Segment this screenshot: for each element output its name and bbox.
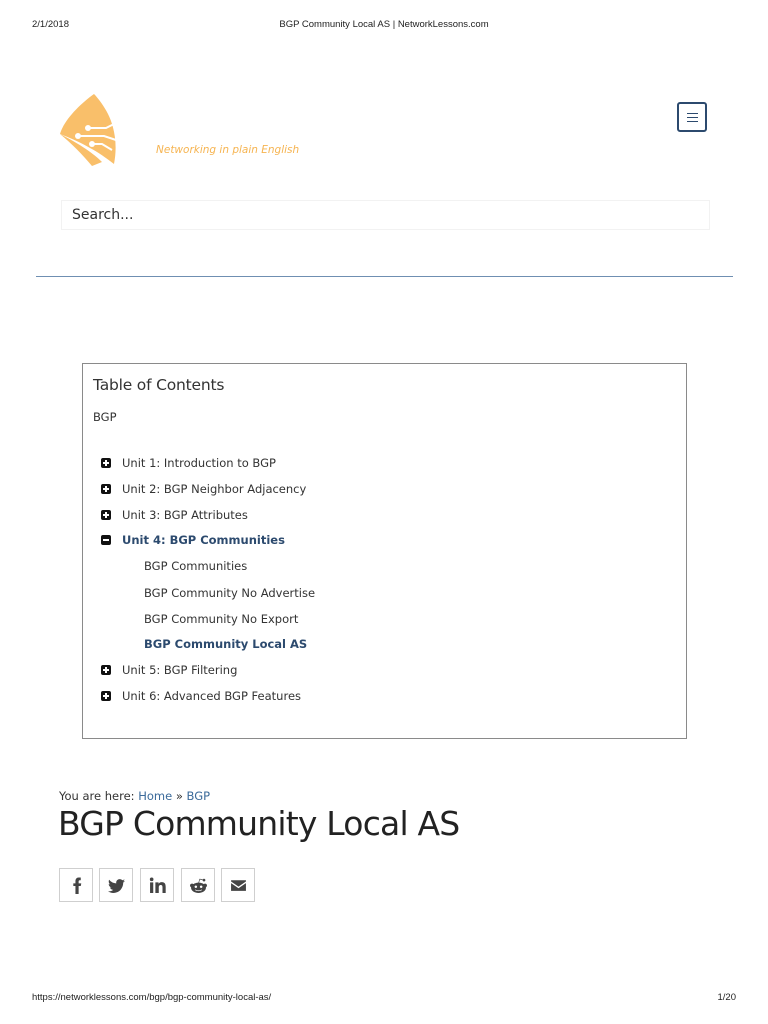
share-twitter-button[interactable] (99, 868, 133, 902)
breadcrumb-separator: » (175, 789, 183, 803)
toc-unit-6[interactable] (101, 688, 301, 704)
expand-plus-icon (101, 665, 111, 675)
breadcrumb-prefix: You are here: (59, 789, 135, 803)
email-icon (230, 877, 247, 894)
toc-subject: BGP (93, 410, 117, 424)
share-reddit-button[interactable] (181, 868, 215, 902)
reddit-icon (190, 877, 207, 894)
toc-unit-2[interactable] (101, 481, 306, 497)
toc-lesson-no-export[interactable]: BGP Community No Export (144, 612, 299, 626)
toc-unit-label: Unit 2: BGP Neighbor Adjacency (122, 482, 307, 496)
sail-circuit-logo-icon (58, 92, 128, 168)
site-logo[interactable] (58, 92, 128, 168)
page-title: BGP Community Local AS (58, 804, 460, 843)
print-page-title: BGP Community Local AS | NetworkLessons.com (279, 19, 489, 30)
toc-title: Table of Contents (93, 376, 225, 394)
toc-unit-label: Unit 5: BGP Filtering (122, 663, 238, 677)
table-of-contents (82, 363, 687, 739)
twitter-icon (108, 877, 125, 894)
toc-unit-label: Unit 6: Advanced BGP Features (122, 689, 302, 703)
share-linkedin-button[interactable] (140, 868, 174, 902)
search-input[interactable] (61, 200, 710, 230)
header-divider (36, 276, 733, 277)
print-date: 2/1/2018 (32, 19, 69, 30)
site-tagline: Networking in plain English (156, 144, 300, 156)
breadcrumb-home-link[interactable]: Home (138, 789, 173, 803)
toc-lesson-bgp-communities[interactable]: BGP Communities (144, 559, 248, 573)
menu-button[interactable] (677, 102, 707, 132)
share-email-button[interactable] (221, 868, 255, 902)
toc-lesson-local-as[interactable]: BGP Community Local AS (144, 637, 308, 651)
expand-plus-icon (101, 484, 111, 494)
toc-unit-5[interactable] (101, 662, 237, 678)
toc-unit-label: Unit 3: BGP Attributes (122, 508, 248, 522)
breadcrumb (59, 789, 210, 803)
print-footer (32, 992, 736, 1006)
print-page-counter: 1/20 (717, 992, 736, 1003)
toc-unit-4[interactable] (101, 532, 285, 548)
print-header (32, 19, 736, 33)
toc-unit-3[interactable] (101, 507, 248, 523)
toc-lesson-no-advertise[interactable]: BGP Community No Advertise (144, 586, 316, 600)
share-facebook-button[interactable] (59, 868, 93, 902)
toc-unit-label: Unit 1: Introduction to BGP (122, 456, 276, 470)
breadcrumb-bgp-link[interactable]: BGP (186, 789, 211, 803)
toc-unit-label: Unit 4: BGP Communities (122, 533, 285, 547)
collapse-minus-icon (101, 535, 111, 545)
hamburger-menu-icon (687, 113, 698, 122)
print-url: https://networklessons.com/bgp/bgp-community-local-as/ (32, 992, 272, 1003)
expand-plus-icon (101, 510, 111, 520)
facebook-icon (68, 877, 85, 894)
linkedin-icon (149, 877, 166, 894)
expand-plus-icon (101, 691, 111, 701)
expand-plus-icon (101, 458, 111, 468)
toc-unit-1[interactable] (101, 455, 276, 471)
